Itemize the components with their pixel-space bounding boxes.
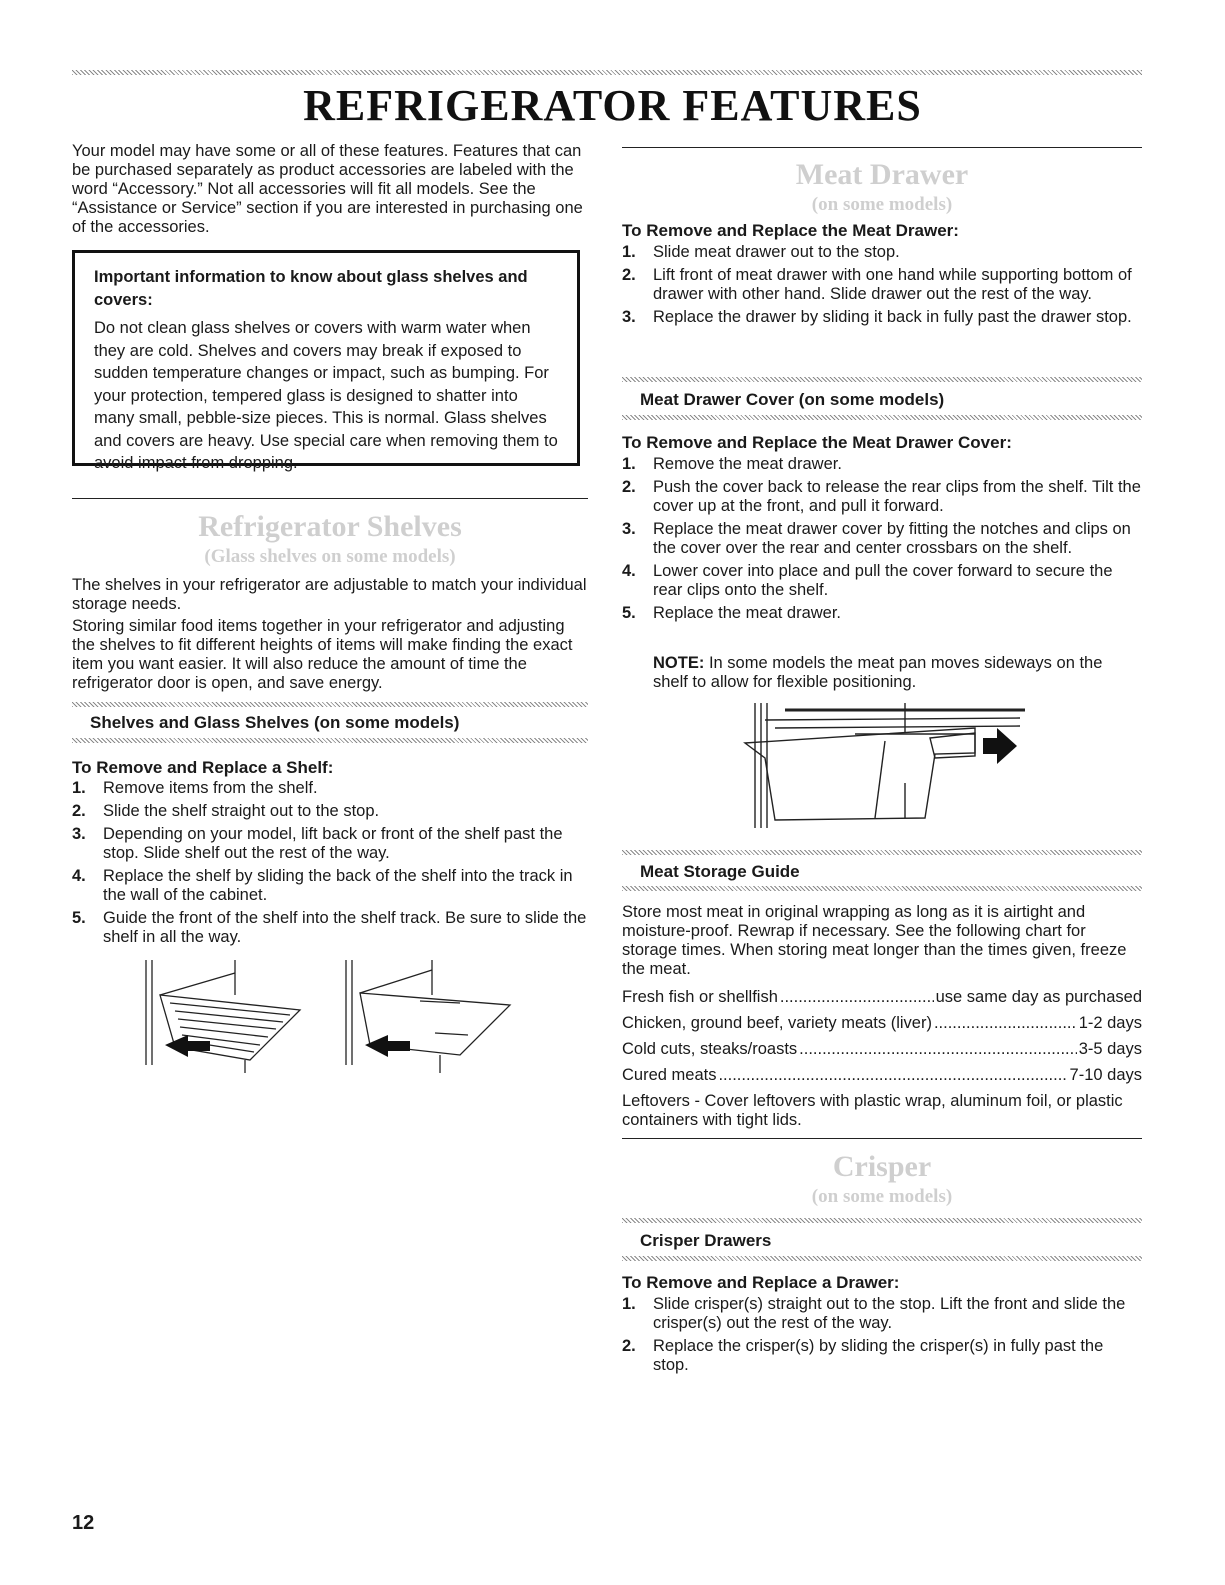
list-item: 2. Lift front of meat drawer with one hand while supporting bottom of drawer with other hand. Slide drawer out the rest of the way. (622, 266, 1132, 303)
crisper-steps (622, 1295, 1142, 1379)
meat-storage-intro-text: Store most meat in original wrapping as long as it is airtight and moisture-proof. Rewrap if necessary. See the following chart for storage times. When storing meat longer than the times given, freeze the meat. (622, 903, 1127, 978)
list-item: 1. Remove the meat drawer. (622, 455, 842, 473)
section-rule (72, 498, 588, 499)
storage-row: Cured meats ..... 7-10 days (622, 1066, 1142, 1085)
glass-warning-box (72, 250, 580, 472)
shelves-description (72, 576, 587, 696)
crisper-procedure-title: To Remove and Replace a Drawer: (622, 1273, 900, 1292)
list-item: 4. Replace the shelf by sliding the back of the shelf into the track in the wall of the cabinet. (72, 867, 573, 904)
slide-out-arrow-icon (365, 1035, 410, 1057)
list-item: 1. Remove items from the shelf. (72, 779, 318, 797)
shelves-para-2: Storing similar food items together in your refrigerator and adjusting the shelves to fit different heights of items will make finding the exact item you want easier. It will also reduce the amount of time the refrigerator door is open, and save energy. (72, 617, 573, 692)
storage-row: Chicken, ground beef, variety meats (liver) ..... 1-2 days (622, 1014, 1142, 1033)
note-label: NOTE: (653, 654, 705, 672)
list-item: 3. Depending on your model, lift back or front of the shelf past the stop. Slide shelf out the rest of the way. (72, 825, 563, 862)
subhead-hatch-top (622, 377, 1142, 382)
glass-shelf-illustration (340, 955, 520, 1075)
section-rule (622, 1138, 1142, 1139)
section-rule (622, 147, 1142, 148)
list-item: 3. Replace the meat drawer cover by fitting the notches and clips on the cover over the rear and center crossbars on the shelf. (622, 520, 1131, 557)
meat-drawer-subtitle: (on some models) (811, 194, 953, 215)
meat-storage-intro (622, 903, 1142, 982)
crisper-subtitle: (on some models) (811, 1186, 953, 1207)
list-item: 2. Push the cover back to release the rear clips from the shelf. Tilt the cover up at the front, and pull it forward. (622, 478, 1141, 515)
meat-storage-subhead: Meat Storage Guide (640, 862, 800, 881)
list-item: 4. Lower cover into place and pull the cover forward to secure the rear clips onto the shelf. (622, 562, 1113, 599)
meat-drawer-illustration (735, 698, 1035, 838)
intro-text: Your model may have some or all of these features. Features that can be purchased separately as product accessories are labeled with the word “Accessory.” Not all accessories will fit all models. See the “Assistance or Service” section if you are interested in purchasing one of the accessories. (72, 142, 583, 236)
crisper-drawers-subhead: Crisper Drawers (640, 1231, 772, 1250)
list-item: 3. Replace the drawer by sliding it back in fully past the drawer stop. (622, 308, 1132, 326)
subhead-hatch-bottom (622, 415, 1142, 420)
shelves-subhead: Shelves and Glass Shelves (on some models) (90, 713, 460, 732)
top-hatch-border (72, 70, 1142, 75)
subhead-hatch-bottom (622, 1256, 1142, 1261)
shelf-procedure-title: To Remove and Replace a Shelf: (72, 758, 334, 777)
wire-shelf-illustration (140, 955, 320, 1075)
list-item: 2. Replace the crisper(s) by sliding the crisper(s) in fully past the stop. (622, 1337, 1104, 1374)
storage-row: Cold cuts, steaks/roasts ..... 3-5 days (622, 1040, 1142, 1059)
meat-drawer-cover-procedure-title: To Remove and Replace the Meat Drawer Cover: (622, 433, 1012, 452)
meat-pan-note (653, 654, 1141, 692)
list-item: 2. Slide the shelf straight out to the stop. (72, 802, 380, 820)
warning-body: Do not clean glass shelves or covers with warm water when they are cold. Shelves and covers may break if exposed to sudden temperature changes or impact, such as bumping. For your protection, tempered glass is designed to shatter into many small, pebble-size pieces. This is normal. Glass shelves and covers are heavy. Use special care when removing them to avoid impact from dropping. (94, 319, 558, 472)
intro-paragraph (72, 142, 587, 240)
meat-drawer-cover-subhead: Meat Drawer Cover (on some models) (640, 390, 945, 409)
page-title: REFRIGERATOR FEATURES (303, 81, 922, 130)
shelf-steps (72, 779, 588, 951)
shelves-para-1: The shelves in your refrigerator are adjustable to match your individual storage needs. (72, 576, 587, 613)
leftovers-text: Leftovers - Cover leftovers with plastic wrap, aluminum foil, or plastic containers with tight lids. (622, 1092, 1123, 1129)
crisper-title: Crisper (832, 1150, 932, 1183)
leftovers-paragraph (622, 1092, 1142, 1133)
meat-drawer-cover-steps (622, 455, 1142, 627)
page-number: 12 (72, 1512, 95, 1534)
shelves-section-subtitle: (Glass shelves on some models) (204, 546, 456, 567)
slide-arrow-icon (983, 728, 1017, 764)
subhead-hatch-top (622, 850, 1142, 855)
meat-drawer-procedure-title: To Remove and Replace the Meat Drawer: (622, 221, 959, 240)
list-item: 1. Slide crisper(s) straight out to the stop. Lift the front and slide the crisper(s) out the rest of the way. (622, 1295, 1126, 1332)
list-item: 1. Slide meat drawer out to the stop. (622, 243, 900, 261)
note-text: In some models the meat pan moves sideways on the shelf to allow for flexible positioning. (653, 654, 1103, 691)
subhead-hatch-bottom (622, 886, 1142, 891)
list-item: 5. Guide the front of the shelf into the shelf track. Be sure to slide the shelf in all the way. (72, 909, 587, 946)
subhead-hatch-top (622, 1218, 1142, 1223)
shelves-section-title: Refrigerator Shelves (198, 510, 462, 543)
storage-row: Fresh fish or shellfish ..... use same day as purchased (622, 988, 1142, 1007)
meat-drawer-steps (622, 243, 1142, 331)
warning-heading: Important information to know about glass shelves and covers: (94, 268, 528, 309)
subhead-hatch-bottom (72, 738, 588, 743)
list-item: 5. Replace the meat drawer. (622, 604, 842, 622)
meat-drawer-title: Meat Drawer (795, 158, 969, 191)
subhead-hatch-top (72, 702, 588, 707)
